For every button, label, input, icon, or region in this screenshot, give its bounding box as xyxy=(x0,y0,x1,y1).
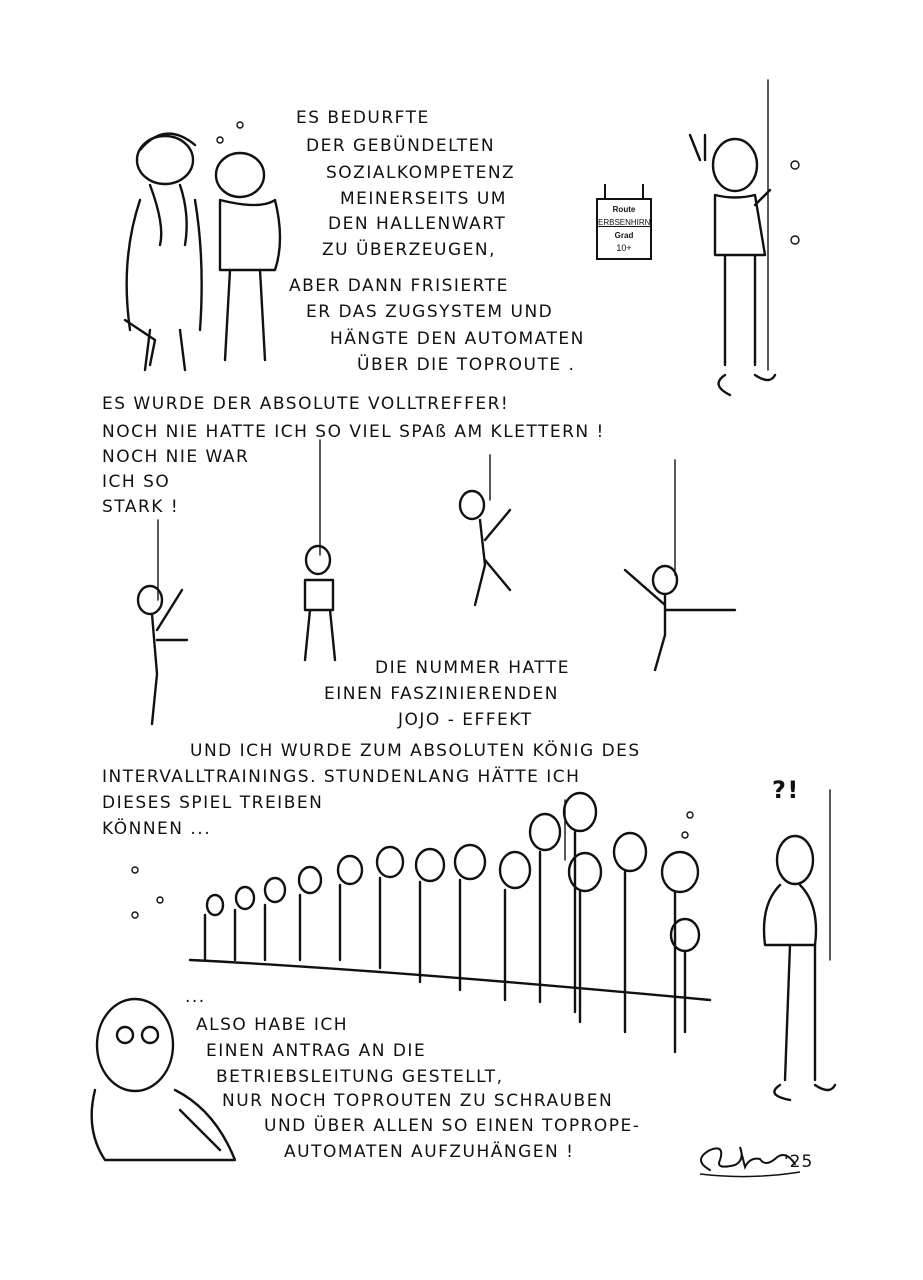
volltreffer-line: NOCH NIE HATTE ICH SO VIEL SPAß AM KLETTERN ! xyxy=(102,422,605,442)
antrag-line: EINEN ANTRAG AN DIE xyxy=(206,1041,427,1061)
jojo-line: EINEN FASZINIERENDEN xyxy=(324,684,559,704)
antrag-line: UND ÜBER ALLEN SO EINEN TOPROPE- xyxy=(264,1116,641,1136)
automat-line: ER DAS ZUGSYSTEM UND xyxy=(306,302,554,322)
signature-year: '25 xyxy=(784,1152,814,1172)
intro-line: DER GEBÜNDELTEN xyxy=(306,136,496,156)
intro-line: SOZIALKOMPETENZ xyxy=(326,163,516,183)
intro-line: ZU ÜBERZEUGEN, xyxy=(322,240,497,260)
puzzled-exclamation: ?! xyxy=(772,776,800,804)
route-name: ERBSENHIRN xyxy=(598,218,651,227)
volltreffer-line: STARK ! xyxy=(102,497,180,517)
intro-line: ES BEDURFTE xyxy=(296,108,430,128)
route-label: Route xyxy=(612,205,636,214)
intervall-line: UND ICH WURDE ZUM ABSOLUTEN KÖNIG DES xyxy=(190,741,641,761)
antrag-line: ALSO HABE ICH xyxy=(196,1015,349,1035)
hallenwart-illustration xyxy=(125,134,280,370)
intro-line: MEINERSEITS UM xyxy=(340,189,507,209)
sign-post-right xyxy=(642,184,644,198)
antrag-line: NUR NOCH TOPROUTEN ZU SCHRAUBEN xyxy=(222,1091,614,1111)
ellipsis: ... xyxy=(185,987,206,1007)
automat-line: ÜBER DIE TOPROUTE . xyxy=(357,355,576,375)
route-sign xyxy=(596,198,652,260)
antrag-line: BETRIEBSLEITUNG GESTELLT, xyxy=(216,1067,504,1087)
puzzled-climber-illustration xyxy=(764,790,835,1100)
volltreffer-line: ES WURDE DER ABSOLUTE VOLLTREFFER! xyxy=(102,394,510,414)
volltreffer-line: NOCH NIE WAR xyxy=(102,447,250,467)
automat-line: HÄNGTE DEN AUTOMATEN xyxy=(330,329,585,349)
automat-line: ABER DANN FRISIERTE xyxy=(289,276,509,296)
grade-label: Grad xyxy=(614,231,634,240)
jojo-line: JOJO - EFFEKT xyxy=(398,710,533,730)
climber-thumbs-up-illustration xyxy=(690,80,799,395)
intro-line: DEN HALLENWART xyxy=(328,214,507,234)
sign-post-left xyxy=(604,184,606,198)
volltreffer-line: ICH SO xyxy=(102,472,171,492)
grade-value: 10+ xyxy=(616,243,632,253)
jojo-line: DIE NUMMER HATTE xyxy=(375,658,571,678)
intervall-line: INTERVALLTRAININGS. STUNDENLANG HÄTTE ICH xyxy=(102,767,581,787)
intervall-line: KÖNNEN ... xyxy=(102,819,212,839)
antrag-line: AUTOMATEN AUFZUHÄNGEN ! xyxy=(284,1142,575,1162)
intervall-line: DIESES SPIEL TREIBEN xyxy=(102,793,324,813)
